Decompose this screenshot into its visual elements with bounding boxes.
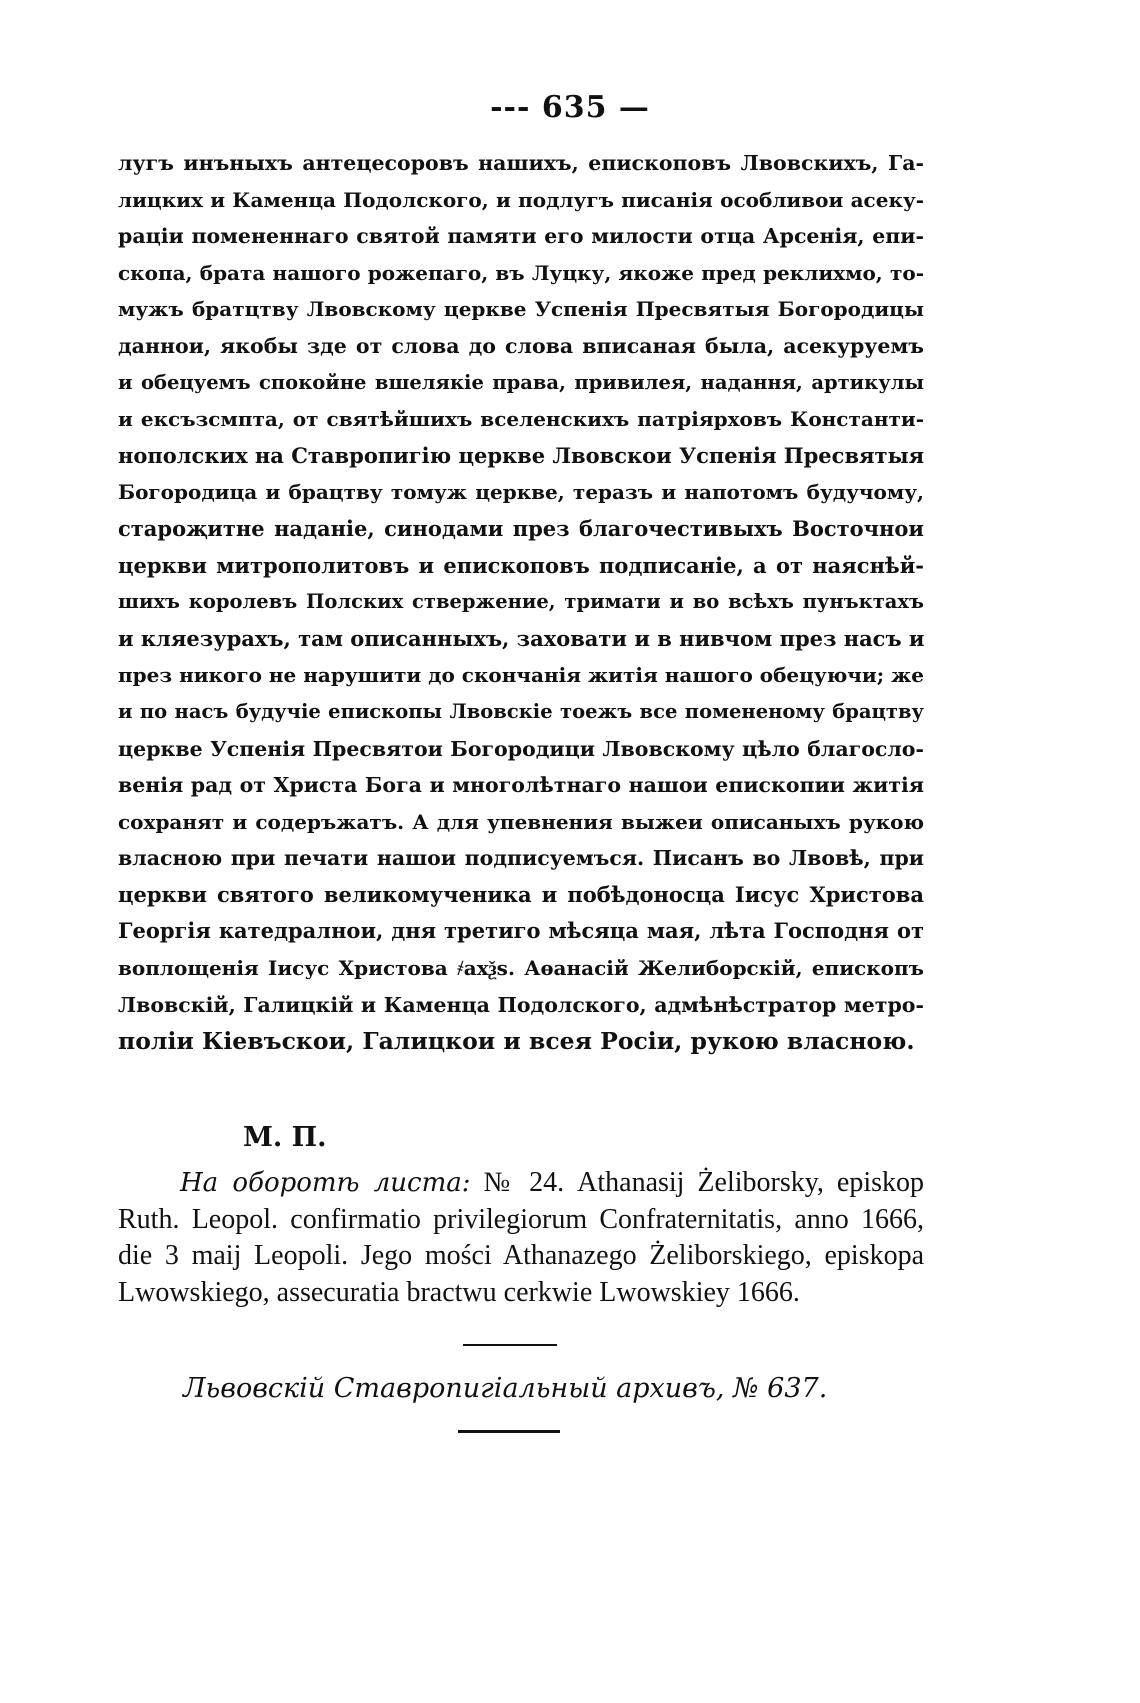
seal-place-mark: М. П. (243, 1122, 327, 1153)
text-line: шихъ королевъ Полских ствержение, тримати и во всѣхъ пунъктахъ (118, 590, 924, 614)
verso-text: № 24. Athanasij Żeliborsky, episkop (483, 1167, 924, 1198)
text-line: Георгія катедралнои, дня третиго мѣсяца мая, лѣта Господня от (118, 918, 924, 944)
verso-first-line (118, 1165, 924, 1202)
text-line: сохранят и содеръжатъ. А для упевнения выжеи описаныхъ рукою (118, 809, 924, 834)
text-line: и ексъзсмпта, от святѣйшихъ вселенскихъ патріярховъ Константи- (118, 407, 924, 432)
text-line: и кляезурахъ, там описанныхъ, заховати и в нивчом през насъ и (118, 625, 924, 651)
text-line: лицких и Каменца Подолского, и подлугъ писанія особливои асеку- (118, 187, 924, 212)
document-body (118, 145, 924, 1060)
separator-rule (463, 1344, 557, 1346)
text-line: скопа, брата нашого рожепаго, въ Луцку, якоже пред реклихмо, то- (118, 260, 924, 285)
verso-label: На оборотѣ листа: (180, 1168, 471, 1198)
text-line: лугъ инъныхъ антецесоровъ нашихъ, епископовъ Лвовскихъ, Га- (118, 151, 924, 175)
text-line: воплощенія Іисус Христова ҂ахѯѕ. Аѳанасій Желиборскій, епископъ (118, 956, 924, 981)
text-line: староҗитне наданіе, синодами през благочестивыхъ Восточнои (118, 515, 924, 541)
text-line: церкви святого великомученика и побѣдоносца Іисус Христова (118, 881, 924, 907)
verso-line: die 3 maij Leopoli. Jego mości Athanazego Żeliborskiego, episkopa (118, 1240, 924, 1272)
text-line: поліи Кіевъскои, Галицкои и всея Росіи, рукою власною. (118, 1027, 915, 1056)
text-line: Лвовскій, Галицкій и Каменца Подолского, адмѣнѣстратор метро- (118, 992, 924, 1017)
text-line: и обецуемъ спокойне вшелякіе права, привилея, надання, артикулы (118, 370, 924, 394)
page-number: --- 635 — (490, 90, 650, 125)
verso-line: Ruth. Leopol. confirmatio privilegiorum Confraternitatis, anno 1666, (118, 1203, 924, 1235)
archive-source-note: Львовскій Ставропигіальный архивъ, № 637. (183, 1373, 828, 1404)
text-line: власною при печати нашои подписуемъся. Писанъ во Лвовѣ, при (118, 846, 924, 871)
text-line: венія рад от Христа Бога и многолѣтнаго нашои епископии житія (118, 773, 924, 798)
verso-line: Lwowskiego, assecuratia bractwu cerkwie Lwowskiey 1666. (118, 1276, 800, 1308)
text-line: даннои, якобы зде от слова до слова вписаная была, асекуруемъ (118, 333, 924, 358)
text-line: през никого не нарушити до скончанія житія нашого обецуючи; же (118, 663, 924, 688)
text-line: нополских на Ставропигію церкве Лвовскои Успенія Пресвятыя (118, 442, 924, 468)
text-line: мужъ братцтву Лвовскому церкве Успенія Пресвятыя Богородицы (118, 297, 924, 322)
text-line: церкви митрополитовъ и епископовъ подписаніе, а от наяснѣй- (118, 552, 924, 578)
end-rule (458, 1430, 560, 1433)
text-line: Богородица и брацтву томуж церкве, теразъ и напотомъ будучому, (118, 480, 924, 505)
text-line: и по насъ будучіе епископы Лвовскіе тоежъ все помененому брацтву (118, 699, 924, 723)
text-line: раціи помененнаго святой памяти его милости отца Арсенія, епи- (118, 224, 924, 249)
text-line: церкве Успенія Пресвятои Богородици Лвовскому цѣло благосло- (118, 736, 924, 761)
verso-note (118, 1165, 924, 1311)
